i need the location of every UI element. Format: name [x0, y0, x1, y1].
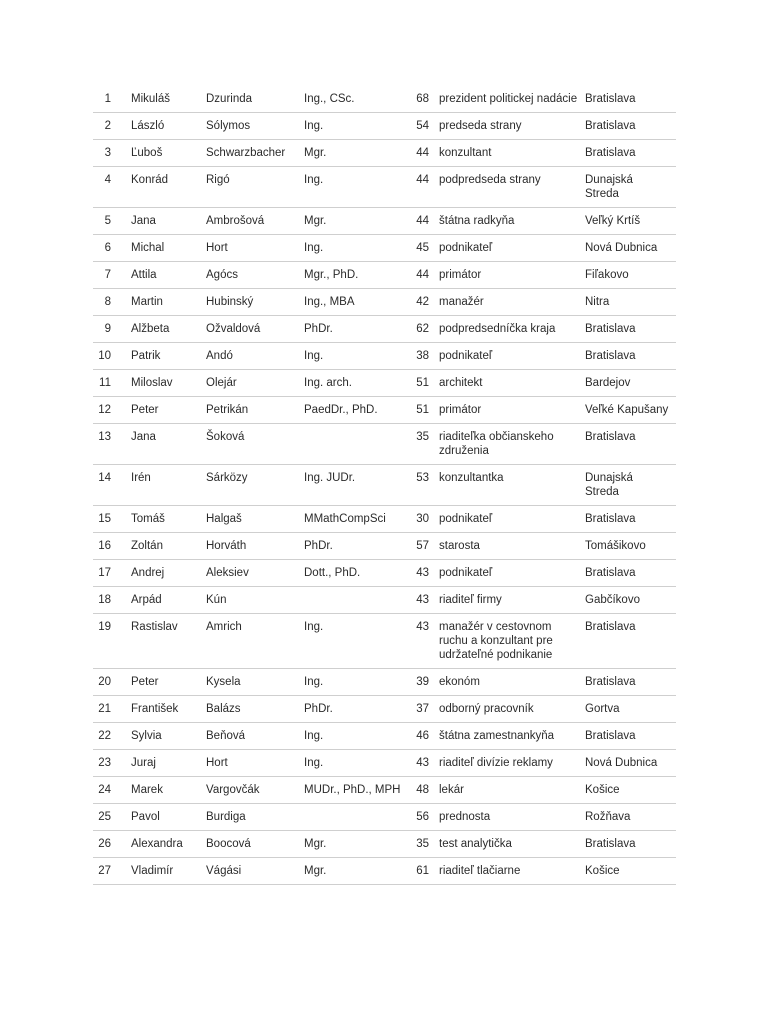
- age-cell: 43: [401, 750, 439, 777]
- last-name-cell: Horváth: [206, 533, 304, 560]
- table-row: [93, 777, 676, 804]
- occupation-cell: predseda strany: [439, 113, 585, 140]
- occupation-cell: podpredsedníčka kraja: [439, 316, 585, 343]
- academic-title-cell: Mgr.: [304, 208, 401, 235]
- academic-title-cell: Ing.: [304, 235, 401, 262]
- occupation-cell: riaditeľ firmy: [439, 587, 585, 614]
- table-row: [93, 208, 676, 235]
- table-row: [93, 831, 676, 858]
- academic-title-cell: Mgr.: [304, 831, 401, 858]
- occupation-cell: test analytička: [439, 831, 585, 858]
- table-row: [93, 140, 676, 167]
- last-name-cell: Beňová: [206, 723, 304, 750]
- table-row: [93, 397, 676, 424]
- occupation-cell: starosta: [439, 533, 585, 560]
- age-cell: 44: [401, 167, 439, 208]
- candidate-number-cell: 2: [93, 113, 131, 140]
- last-name-cell: Halgaš: [206, 506, 304, 533]
- occupation-cell: manažér v cestovnom ruchu a konzultant pre udržateľné podnikanie: [439, 614, 585, 669]
- occupation-cell: manažér: [439, 289, 585, 316]
- city-cell: Bratislava: [585, 86, 676, 113]
- occupation-cell: podnikateľ: [439, 343, 585, 370]
- candidate-table: [93, 86, 676, 885]
- candidate-number-cell: 17: [93, 560, 131, 587]
- city-cell: Nitra: [585, 289, 676, 316]
- candidate-rows: [93, 86, 676, 885]
- last-name-cell: Šoková: [206, 424, 304, 465]
- age-cell: 56: [401, 804, 439, 831]
- academic-title-cell: Ing.: [304, 750, 401, 777]
- first-name-cell: Ľuboš: [131, 140, 206, 167]
- first-name-cell: Mikuláš: [131, 86, 206, 113]
- candidate-number-cell: 10: [93, 343, 131, 370]
- age-cell: 44: [401, 208, 439, 235]
- city-cell: Bardejov: [585, 370, 676, 397]
- last-name-cell: Kysela: [206, 669, 304, 696]
- occupation-cell: podnikateľ: [439, 506, 585, 533]
- city-cell: Veľký Krtíš: [585, 208, 676, 235]
- age-cell: 45: [401, 235, 439, 262]
- candidate-number-cell: 1: [93, 86, 131, 113]
- first-name-cell: Rastislav: [131, 614, 206, 669]
- table-row: [93, 113, 676, 140]
- table-row: [93, 614, 676, 669]
- first-name-cell: Juraj: [131, 750, 206, 777]
- city-cell: Bratislava: [585, 343, 676, 370]
- table-row: [93, 424, 676, 465]
- city-cell: Dunajská Streda: [585, 465, 676, 506]
- age-cell: 44: [401, 262, 439, 289]
- occupation-cell: podpredseda strany: [439, 167, 585, 208]
- age-cell: 30: [401, 506, 439, 533]
- candidate-number-cell: 24: [93, 777, 131, 804]
- occupation-cell: architekt: [439, 370, 585, 397]
- candidate-number-cell: 27: [93, 858, 131, 885]
- academic-title-cell: Ing.: [304, 723, 401, 750]
- last-name-cell: Burdiga: [206, 804, 304, 831]
- occupation-cell: prednosta: [439, 804, 585, 831]
- age-cell: 54: [401, 113, 439, 140]
- city-cell: Gabčíkovo: [585, 587, 676, 614]
- candidate-number-cell: 16: [93, 533, 131, 560]
- age-cell: 46: [401, 723, 439, 750]
- candidate-number-cell: 26: [93, 831, 131, 858]
- table-row: [93, 533, 676, 560]
- city-cell: Košice: [585, 777, 676, 804]
- first-name-cell: Andrej: [131, 560, 206, 587]
- last-name-cell: Sólymos: [206, 113, 304, 140]
- age-cell: 38: [401, 343, 439, 370]
- academic-title-cell: Mgr.: [304, 858, 401, 885]
- candidate-number-cell: 6: [93, 235, 131, 262]
- candidate-number-cell: 23: [93, 750, 131, 777]
- first-name-cell: Jana: [131, 208, 206, 235]
- last-name-cell: Rigó: [206, 167, 304, 208]
- academic-title-cell: Ing. arch.: [304, 370, 401, 397]
- table-row: [93, 750, 676, 777]
- age-cell: 61: [401, 858, 439, 885]
- table-row: [93, 723, 676, 750]
- first-name-cell: František: [131, 696, 206, 723]
- age-cell: 51: [401, 370, 439, 397]
- candidate-number-cell: 22: [93, 723, 131, 750]
- city-cell: Tomášikovo: [585, 533, 676, 560]
- academic-title-cell: Ing.: [304, 669, 401, 696]
- first-name-cell: Pavol: [131, 804, 206, 831]
- academic-title-cell: Ing., MBA: [304, 289, 401, 316]
- table-row: [93, 858, 676, 885]
- first-name-cell: Sylvia: [131, 723, 206, 750]
- academic-title-cell: MUDr., PhD., MPH: [304, 777, 401, 804]
- age-cell: 43: [401, 614, 439, 669]
- academic-title-cell: PhDr.: [304, 316, 401, 343]
- occupation-cell: štátna zamestnankyňa: [439, 723, 585, 750]
- city-cell: Bratislava: [585, 560, 676, 587]
- last-name-cell: Sárközy: [206, 465, 304, 506]
- occupation-cell: podnikateľ: [439, 235, 585, 262]
- first-name-cell: László: [131, 113, 206, 140]
- candidate-number-cell: 13: [93, 424, 131, 465]
- first-name-cell: Alžbeta: [131, 316, 206, 343]
- city-cell: Veľké Kapušany: [585, 397, 676, 424]
- table-row: [93, 343, 676, 370]
- first-name-cell: Irén: [131, 465, 206, 506]
- academic-title-cell: Ing.: [304, 167, 401, 208]
- age-cell: 48: [401, 777, 439, 804]
- occupation-cell: lekár: [439, 777, 585, 804]
- candidate-number-cell: 18: [93, 587, 131, 614]
- academic-title-cell: MMathCompSci: [304, 506, 401, 533]
- last-name-cell: Agócs: [206, 262, 304, 289]
- candidate-number-cell: 12: [93, 397, 131, 424]
- occupation-cell: riaditeľ tlačiarne: [439, 858, 585, 885]
- city-cell: Bratislava: [585, 723, 676, 750]
- table-row: [93, 669, 676, 696]
- age-cell: 35: [401, 424, 439, 465]
- age-cell: 51: [401, 397, 439, 424]
- first-name-cell: Attila: [131, 262, 206, 289]
- first-name-cell: Vladimír: [131, 858, 206, 885]
- last-name-cell: Ambrošová: [206, 208, 304, 235]
- academic-title-cell: Ing.: [304, 614, 401, 669]
- age-cell: 62: [401, 316, 439, 343]
- city-cell: Bratislava: [585, 669, 676, 696]
- city-cell: Rožňava: [585, 804, 676, 831]
- last-name-cell: Ožvaldová: [206, 316, 304, 343]
- first-name-cell: Michal: [131, 235, 206, 262]
- candidate-number-cell: 20: [93, 669, 131, 696]
- age-cell: 57: [401, 533, 439, 560]
- academic-title-cell: PaedDr., PhD.: [304, 397, 401, 424]
- last-name-cell: Vágási: [206, 858, 304, 885]
- last-name-cell: Vargovčák: [206, 777, 304, 804]
- last-name-cell: Hubinský: [206, 289, 304, 316]
- occupation-cell: odborný pracovník: [439, 696, 585, 723]
- academic-title-cell: [304, 587, 401, 614]
- first-name-cell: Konrád: [131, 167, 206, 208]
- first-name-cell: Alexandra: [131, 831, 206, 858]
- occupation-cell: riaditeľ divízie reklamy: [439, 750, 585, 777]
- candidate-number-cell: 19: [93, 614, 131, 669]
- first-name-cell: Peter: [131, 397, 206, 424]
- table-row: [93, 262, 676, 289]
- academic-title-cell: PhDr.: [304, 696, 401, 723]
- candidate-number-cell: 15: [93, 506, 131, 533]
- city-cell: Dunajská Streda: [585, 167, 676, 208]
- last-name-cell: Schwarzbacher: [206, 140, 304, 167]
- occupation-cell: ekonóm: [439, 669, 585, 696]
- occupation-cell: štátna radkyňa: [439, 208, 585, 235]
- academic-title-cell: Ing.: [304, 343, 401, 370]
- occupation-cell: konzultantka: [439, 465, 585, 506]
- candidate-number-cell: 11: [93, 370, 131, 397]
- age-cell: 43: [401, 587, 439, 614]
- table-row: [93, 560, 676, 587]
- table-row: [93, 587, 676, 614]
- first-name-cell: Patrik: [131, 343, 206, 370]
- academic-title-cell: Mgr., PhD.: [304, 262, 401, 289]
- city-cell: Nová Dubnica: [585, 750, 676, 777]
- last-name-cell: Balázs: [206, 696, 304, 723]
- last-name-cell: Petrikán: [206, 397, 304, 424]
- academic-title-cell: Dott., PhD.: [304, 560, 401, 587]
- last-name-cell: Hort: [206, 750, 304, 777]
- table-row: [93, 86, 676, 113]
- city-cell: Bratislava: [585, 831, 676, 858]
- age-cell: 42: [401, 289, 439, 316]
- city-cell: Bratislava: [585, 113, 676, 140]
- candidate-number-cell: 8: [93, 289, 131, 316]
- city-cell: Bratislava: [585, 424, 676, 465]
- candidate-number-cell: 5: [93, 208, 131, 235]
- last-name-cell: Aleksiev: [206, 560, 304, 587]
- academic-title-cell: Ing. JUDr.: [304, 465, 401, 506]
- city-cell: Košice: [585, 858, 676, 885]
- academic-title-cell: Ing., CSc.: [304, 86, 401, 113]
- occupation-cell: konzultant: [439, 140, 585, 167]
- first-name-cell: Miloslav: [131, 370, 206, 397]
- candidate-number-cell: 3: [93, 140, 131, 167]
- table-row: [93, 506, 676, 533]
- age-cell: 39: [401, 669, 439, 696]
- table-row: [93, 167, 676, 208]
- last-name-cell: Kún: [206, 587, 304, 614]
- city-cell: Bratislava: [585, 316, 676, 343]
- last-name-cell: Boocová: [206, 831, 304, 858]
- age-cell: 43: [401, 560, 439, 587]
- occupation-cell: primátor: [439, 262, 585, 289]
- occupation-cell: podnikateľ: [439, 560, 585, 587]
- last-name-cell: Olejár: [206, 370, 304, 397]
- candidate-number-cell: 14: [93, 465, 131, 506]
- age-cell: 37: [401, 696, 439, 723]
- occupation-cell: riaditeľka občianskeho združenia: [439, 424, 585, 465]
- occupation-cell: prezident politickej nadácie: [439, 86, 585, 113]
- last-name-cell: Andó: [206, 343, 304, 370]
- candidate-number-cell: 9: [93, 316, 131, 343]
- table-row: [93, 316, 676, 343]
- first-name-cell: Peter: [131, 669, 206, 696]
- last-name-cell: Dzurinda: [206, 86, 304, 113]
- age-cell: 44: [401, 140, 439, 167]
- occupation-cell: primátor: [439, 397, 585, 424]
- first-name-cell: Jana: [131, 424, 206, 465]
- academic-title-cell: Ing.: [304, 113, 401, 140]
- table-row: [93, 804, 676, 831]
- age-cell: 53: [401, 465, 439, 506]
- city-cell: Gortva: [585, 696, 676, 723]
- city-cell: Bratislava: [585, 140, 676, 167]
- table-row: [93, 696, 676, 723]
- age-cell: 68: [401, 86, 439, 113]
- table-row: [93, 370, 676, 397]
- candidate-number-cell: 4: [93, 167, 131, 208]
- last-name-cell: Amrich: [206, 614, 304, 669]
- table-row: [93, 465, 676, 506]
- first-name-cell: Tomáš: [131, 506, 206, 533]
- first-name-cell: Martin: [131, 289, 206, 316]
- first-name-cell: Zoltán: [131, 533, 206, 560]
- table-row: [93, 289, 676, 316]
- candidate-number-cell: 7: [93, 262, 131, 289]
- candidate-number-cell: 21: [93, 696, 131, 723]
- academic-title-cell: Mgr.: [304, 140, 401, 167]
- city-cell: Nová Dubnica: [585, 235, 676, 262]
- academic-title-cell: [304, 804, 401, 831]
- table-row: [93, 235, 676, 262]
- city-cell: Bratislava: [585, 506, 676, 533]
- first-name-cell: Marek: [131, 777, 206, 804]
- academic-title-cell: [304, 424, 401, 465]
- age-cell: 35: [401, 831, 439, 858]
- first-name-cell: Arpád: [131, 587, 206, 614]
- city-cell: Fiľakovo: [585, 262, 676, 289]
- last-name-cell: Hort: [206, 235, 304, 262]
- academic-title-cell: PhDr.: [304, 533, 401, 560]
- city-cell: Bratislava: [585, 614, 676, 669]
- candidate-number-cell: 25: [93, 804, 131, 831]
